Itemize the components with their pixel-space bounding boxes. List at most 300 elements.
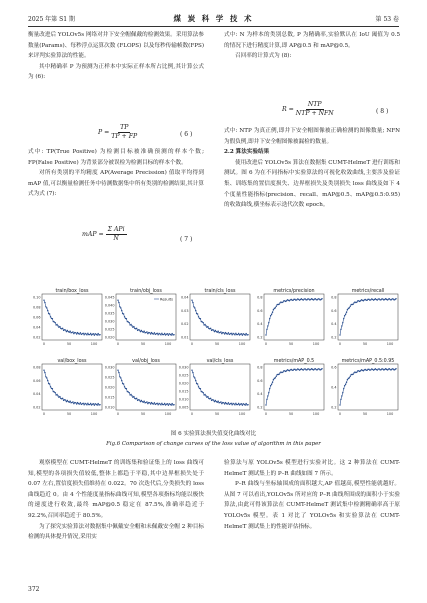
results-line xyxy=(340,299,396,335)
data-point xyxy=(59,326,60,327)
x-tick-label: 50 xyxy=(140,342,146,346)
results-line xyxy=(118,300,174,335)
data-point xyxy=(80,332,81,333)
left-paragraph-1: 衡量改进后 YOLOv5s 网络对井下安全帽佩戴的检测效果。采用算法参数量(Params)、每秒浮点运算次数 (FLOPS) 以及每秒传输帧数(FPS)来评判实验算法的性能。 xyxy=(28,32,204,60)
data-point xyxy=(47,310,48,311)
data-point xyxy=(271,314,272,315)
data-point xyxy=(52,388,53,389)
data-point xyxy=(350,306,351,307)
data-point xyxy=(220,331,221,332)
data-point xyxy=(151,402,152,403)
y-tick-label: 0.4 xyxy=(257,392,263,397)
running-header-issue: 2025 年第 S1 期 xyxy=(28,16,75,23)
data-point xyxy=(49,383,50,384)
data-point xyxy=(193,376,194,377)
x-tick-label: 0 xyxy=(264,412,268,416)
figure-6-plots xyxy=(28,284,399,424)
y-tick-label: 0.08 xyxy=(32,305,41,310)
data-point xyxy=(90,333,91,334)
data-point xyxy=(210,328,211,329)
y-tick-label: 0.020 xyxy=(178,381,189,386)
data-point xyxy=(269,318,270,319)
y-tick-label: 0.005 xyxy=(178,405,189,410)
x-tick-label: 0 xyxy=(42,342,46,346)
panel-title: train/cls_loss xyxy=(204,289,236,294)
y-tick-label: 0.4 xyxy=(331,322,337,327)
y-tick-label: 0.03 xyxy=(180,308,189,313)
data-point xyxy=(227,333,228,334)
data-point xyxy=(267,325,268,326)
data-point xyxy=(347,309,348,310)
data-point xyxy=(120,377,121,378)
y-tick-label: 0.020 xyxy=(104,385,115,390)
data-point xyxy=(224,403,225,404)
y-tick-label: 0.4 xyxy=(331,385,337,390)
data-point xyxy=(77,332,78,333)
equation-6-number: ( 6 ) xyxy=(180,131,193,138)
data-point xyxy=(270,385,271,386)
data-point xyxy=(66,331,67,332)
panel-metrics-recall xyxy=(331,288,398,346)
y-tick-label: 0.6 xyxy=(257,378,263,383)
x-tick-label: 100 xyxy=(312,412,320,416)
data-point xyxy=(163,404,164,405)
panel-title: metrics/mAP_0.5:0.95 xyxy=(341,359,395,364)
data-point xyxy=(242,405,243,406)
data-point xyxy=(225,402,226,403)
eq6-denominator: TP + FP xyxy=(111,133,138,140)
left-paragraph-4: 对所有类别的平均精度 AP(Average Precission) 值取平均得到 mAP 值,可以衡量检测任务中待测数据集中所有类别的检测结果,其计算式为式 (7): xyxy=(28,170,204,198)
data-point xyxy=(47,380,48,381)
data-point xyxy=(245,334,246,335)
data-point xyxy=(205,325,206,326)
data-point xyxy=(352,374,353,375)
data-point xyxy=(140,401,141,402)
data-point xyxy=(237,404,238,405)
data-point xyxy=(171,333,172,334)
data-point xyxy=(89,404,90,405)
data-point xyxy=(56,394,57,395)
x-tick-label: 50 xyxy=(140,412,146,416)
data-point xyxy=(234,404,235,405)
equation-6 xyxy=(98,124,137,141)
data-point xyxy=(340,399,341,400)
right-paragraph-1: 式中: N 为样本的类别总数, P 为精确率,实验默认在 IoU 阈值为 0.5 的情况下进行精度计算,即 AP@0.5 和 mAP@0.5。 xyxy=(224,32,400,49)
y-tick-label: 0.8 xyxy=(257,295,263,300)
y-tick-label: 0.6 xyxy=(331,365,337,370)
data-point xyxy=(341,325,342,326)
x-tick-label: 50 xyxy=(288,342,294,346)
data-point xyxy=(235,333,236,334)
eq8-lhs: R = xyxy=(282,106,294,113)
y-tick-label: 0.025 xyxy=(104,327,115,332)
data-point xyxy=(149,402,150,403)
x-tick-label: 0 xyxy=(190,412,194,416)
data-point xyxy=(214,331,215,332)
data-point xyxy=(214,401,215,402)
data-point xyxy=(231,404,232,405)
data-point xyxy=(215,330,216,331)
data-point xyxy=(197,383,198,384)
data-point xyxy=(45,306,46,307)
data-point xyxy=(192,302,193,303)
section-heading-2-2: 2.2 算法实验结果 xyxy=(224,149,270,156)
data-point xyxy=(268,392,269,393)
data-point xyxy=(133,326,134,327)
x-tick-label: 100 xyxy=(90,412,98,416)
data-point xyxy=(321,298,322,299)
data-point xyxy=(342,322,343,323)
y-tick-label: 0.2 xyxy=(257,335,263,340)
data-point xyxy=(123,383,124,384)
data-point xyxy=(57,395,58,396)
right-paragraph-3: 式中: NTP 为真正例,即井下安全帽图像被正确检测的图像数量; NFN 为假负例,即井下安全帽图像被漏检的数量。 xyxy=(224,128,400,145)
data-point xyxy=(141,330,142,331)
panel-train-obj-loss xyxy=(105,288,176,346)
eq7-numerator: Σ APi xyxy=(107,226,125,233)
panel-title: metrics/mAP_0.5 xyxy=(273,359,315,364)
data-point xyxy=(167,333,168,334)
y-tick-label: 0.4 xyxy=(257,322,263,327)
data-point xyxy=(269,388,270,389)
data-point xyxy=(50,386,51,387)
x-tick-label: 50 xyxy=(288,412,294,416)
data-point xyxy=(87,333,88,334)
data-point xyxy=(207,326,208,327)
data-point xyxy=(213,329,214,330)
data-point xyxy=(245,403,246,404)
data-point xyxy=(72,331,73,332)
x-tick-label: 0 xyxy=(190,342,194,346)
data-point xyxy=(99,334,100,335)
data-point xyxy=(270,315,271,316)
x-tick-label: 50 xyxy=(214,342,220,346)
data-point xyxy=(97,333,98,334)
data-point xyxy=(65,399,66,400)
right-paragraph-2: 召回率的计算式为 (8): xyxy=(235,53,292,60)
data-point xyxy=(225,332,226,333)
right-column-lower xyxy=(224,126,400,211)
data-point xyxy=(266,329,267,330)
data-point xyxy=(339,404,340,405)
y-tick-label: 0.045 xyxy=(104,295,115,300)
data-point xyxy=(89,334,90,335)
data-point xyxy=(231,333,232,334)
data-point xyxy=(321,368,322,369)
data-point xyxy=(57,325,58,326)
data-point xyxy=(79,333,80,334)
bottom-left-column xyxy=(28,458,204,543)
panel-metrics-precision xyxy=(257,288,324,346)
data-point xyxy=(266,399,267,400)
data-point xyxy=(49,313,50,314)
panel-metrics-map-0-5-0-95 xyxy=(331,358,398,416)
results-line xyxy=(44,300,100,335)
data-point xyxy=(73,333,74,334)
y-tick-label: 0.2 xyxy=(331,335,337,340)
data-point xyxy=(154,332,155,333)
data-point xyxy=(221,333,222,334)
eq6-lhs: P = xyxy=(98,129,110,136)
panel-val-obj-loss xyxy=(105,358,176,416)
x-tick-label: 100 xyxy=(164,412,172,416)
data-point xyxy=(228,402,229,403)
equation-8-number: ( 8 ) xyxy=(376,108,389,115)
y-tick-label: 0.06 xyxy=(32,315,41,320)
results-line xyxy=(340,369,396,405)
y-tick-label: 0.8 xyxy=(331,295,337,300)
x-tick-label: 0 xyxy=(116,412,120,416)
data-point xyxy=(83,404,84,405)
data-point xyxy=(143,330,144,331)
data-point xyxy=(245,404,246,405)
data-point xyxy=(86,404,87,405)
data-point xyxy=(126,388,127,389)
data-point xyxy=(59,396,60,397)
data-point xyxy=(173,404,174,405)
panel-title: val/cls_loss xyxy=(206,359,234,364)
data-point xyxy=(247,404,248,405)
data-point xyxy=(213,399,214,400)
data-point xyxy=(44,372,45,373)
y-tick-label: 0.02 xyxy=(32,335,41,340)
data-point xyxy=(86,334,87,335)
data-point xyxy=(346,312,347,313)
data-point xyxy=(75,402,76,403)
x-tick-label: 0 xyxy=(42,412,46,416)
equation-7-number: ( 7 ) xyxy=(180,236,193,243)
data-point xyxy=(210,398,211,399)
page-number: 372 xyxy=(28,586,40,593)
bottom-right-paragraph-2: P–R 曲线与坐标轴围成的面积越大,AP 值越高,模型性能就越好。从图 7 可以看出,YOLOv5s 所对应的 P–R 曲线所围成的面积小于实验算法,由此可得该算法在 CUMT-HelmeT 测试集中检测精确率高于原 YOLOv5s 模型。表 1 对比了 YOLOv5s 和实验算法在 CUMT-HelmeT 测试集上的性能评估指标。 xyxy=(224,481,400,530)
eq7-lhs: mAP = xyxy=(82,231,104,238)
header-rule xyxy=(28,26,399,27)
data-point xyxy=(272,382,273,383)
data-point xyxy=(352,304,353,305)
data-point xyxy=(267,395,268,396)
data-point xyxy=(160,404,161,405)
data-point xyxy=(278,304,279,305)
y-tick-label: 0.030 xyxy=(104,365,115,370)
bottom-left-paragraph-2: 为了探究实验算法对数据集中佩戴安全帽和未佩戴安全帽 2 种目标检测的具体提升情况,采用实 xyxy=(28,523,204,541)
data-point xyxy=(346,382,347,383)
data-point xyxy=(99,404,100,405)
data-point xyxy=(136,398,137,399)
data-point xyxy=(194,307,195,308)
data-point xyxy=(171,403,172,404)
data-point xyxy=(77,402,78,403)
x-tick-label: 100 xyxy=(238,412,246,416)
data-point xyxy=(395,368,396,369)
results-line xyxy=(118,370,174,405)
data-point xyxy=(343,318,344,319)
data-point xyxy=(130,394,131,395)
data-point xyxy=(241,403,242,404)
data-point xyxy=(167,403,168,404)
journal-title: 煤 炭 科 学 技 术 xyxy=(173,14,254,23)
data-point xyxy=(231,403,232,404)
eq8-denominator: NTP + NFN xyxy=(295,110,334,117)
data-point xyxy=(198,316,199,317)
data-point xyxy=(55,392,56,393)
data-point xyxy=(121,380,122,381)
y-tick-label: 0.025 xyxy=(178,373,189,378)
running-header-volume: 第 53 卷 xyxy=(375,16,399,23)
data-point xyxy=(171,404,172,405)
data-point xyxy=(207,396,208,397)
x-tick-label: 50 xyxy=(66,342,72,346)
data-point xyxy=(241,333,242,334)
x-tick-label: 100 xyxy=(312,342,320,346)
y-tick-label: 0.010 xyxy=(104,405,115,410)
data-point xyxy=(237,334,238,335)
data-point xyxy=(45,376,46,377)
data-point xyxy=(129,392,130,393)
data-point xyxy=(83,333,84,334)
y-tick-label: 0.8 xyxy=(257,365,263,370)
data-point xyxy=(146,401,147,402)
data-point xyxy=(217,330,218,331)
data-point xyxy=(275,377,276,378)
data-point xyxy=(93,333,94,334)
data-point xyxy=(193,306,194,307)
data-point xyxy=(157,403,158,404)
data-point xyxy=(76,333,77,334)
figure-caption-cn: 图 6 实验算法损失值变化曲线对比 xyxy=(170,431,257,437)
data-point xyxy=(343,388,344,389)
eq8-numerator: NTP xyxy=(307,101,322,108)
data-point xyxy=(123,313,124,314)
data-point xyxy=(205,395,206,396)
data-point xyxy=(160,334,161,335)
data-point xyxy=(195,380,196,381)
figure-caption-en: Fig.6 Comparison of change curves of the loss value of algorithm in this paper xyxy=(106,441,321,447)
data-point xyxy=(69,400,70,401)
eq6-numerator: TP xyxy=(120,124,129,131)
data-point xyxy=(195,310,196,311)
data-point xyxy=(55,322,56,323)
y-tick-label: 0.015 xyxy=(178,389,189,394)
results-line xyxy=(266,299,322,335)
data-point xyxy=(150,333,151,334)
data-point xyxy=(46,307,47,308)
y-tick-label: 0.025 xyxy=(104,375,115,380)
data-point xyxy=(278,374,279,375)
data-point xyxy=(44,302,45,303)
data-point xyxy=(200,318,201,319)
x-tick-label: 100 xyxy=(164,342,172,346)
data-point xyxy=(282,302,283,303)
panel-title: val/obj_loss xyxy=(132,359,160,364)
right-column xyxy=(224,30,400,62)
y-tick-label: 0.08 xyxy=(32,365,41,370)
x-tick-label: 0 xyxy=(116,342,120,346)
data-point xyxy=(345,314,346,315)
data-point xyxy=(340,329,341,330)
data-point xyxy=(141,400,142,401)
data-point xyxy=(72,401,73,402)
panel-frame xyxy=(264,294,324,340)
data-point xyxy=(265,404,266,405)
data-point xyxy=(130,324,131,325)
data-point xyxy=(356,372,357,373)
data-point xyxy=(220,401,221,402)
y-tick-label: 0.06 xyxy=(32,378,41,383)
panel-train-box-loss xyxy=(33,288,102,346)
x-tick-label: 100 xyxy=(90,342,98,346)
data-point xyxy=(272,312,273,313)
data-point xyxy=(265,334,266,335)
data-point xyxy=(50,316,51,317)
data-point xyxy=(238,333,239,334)
panel-frame xyxy=(338,294,398,340)
x-tick-label: 0 xyxy=(338,342,342,346)
data-point xyxy=(164,333,165,334)
panel-val-cls-loss xyxy=(179,358,250,416)
data-point xyxy=(282,372,283,373)
data-point xyxy=(150,403,151,404)
data-point xyxy=(168,335,169,336)
data-point xyxy=(275,307,276,308)
panel-metrics-map-0-5 xyxy=(257,358,324,416)
data-point xyxy=(273,309,274,310)
data-point xyxy=(69,330,70,331)
data-point xyxy=(217,400,218,401)
data-point xyxy=(163,334,164,335)
data-point xyxy=(75,332,76,333)
left-paragraph-2: 其中精确率 P 为预测为正样本中实际正样本所占比例,其计算公式为 (6): xyxy=(28,63,204,81)
results-line xyxy=(192,300,248,335)
data-point xyxy=(133,396,134,397)
data-point xyxy=(271,384,272,385)
data-point xyxy=(164,403,165,404)
left-column xyxy=(28,30,204,83)
data-point xyxy=(151,332,152,333)
data-point xyxy=(191,370,192,371)
data-point xyxy=(124,386,125,387)
data-point xyxy=(350,376,351,377)
data-point xyxy=(204,324,205,325)
left-paragraph-3: 式中: TP(True Positive) 为检测目标被准确预测的样本个数; FP(False Positive) 为背景部分被误检为检测目标的样本个数。 xyxy=(28,149,204,166)
data-point xyxy=(192,372,193,373)
y-tick-label: 0.6 xyxy=(257,308,263,313)
panel-title: val/box_loss xyxy=(57,359,87,364)
data-point xyxy=(349,307,350,308)
y-tick-label: 0.040 xyxy=(104,303,115,308)
equation-8 xyxy=(282,101,334,118)
data-point xyxy=(129,322,130,323)
data-point xyxy=(120,307,121,308)
data-point xyxy=(349,377,350,378)
results-line xyxy=(192,370,248,405)
data-point xyxy=(121,310,122,311)
data-point xyxy=(124,316,125,317)
x-tick-label: 0 xyxy=(264,342,268,346)
data-point xyxy=(52,318,53,319)
y-tick-label: 0.030 xyxy=(104,319,115,324)
data-point xyxy=(215,400,216,401)
data-point xyxy=(118,372,119,373)
data-point xyxy=(347,379,348,380)
data-point xyxy=(97,334,98,335)
data-point xyxy=(139,329,140,330)
y-tick-label: 0.010 xyxy=(178,397,189,402)
data-point xyxy=(147,403,148,404)
data-point xyxy=(161,333,162,334)
data-point xyxy=(224,333,225,334)
data-point xyxy=(234,334,235,335)
y-tick-label: 0.02 xyxy=(32,405,41,410)
